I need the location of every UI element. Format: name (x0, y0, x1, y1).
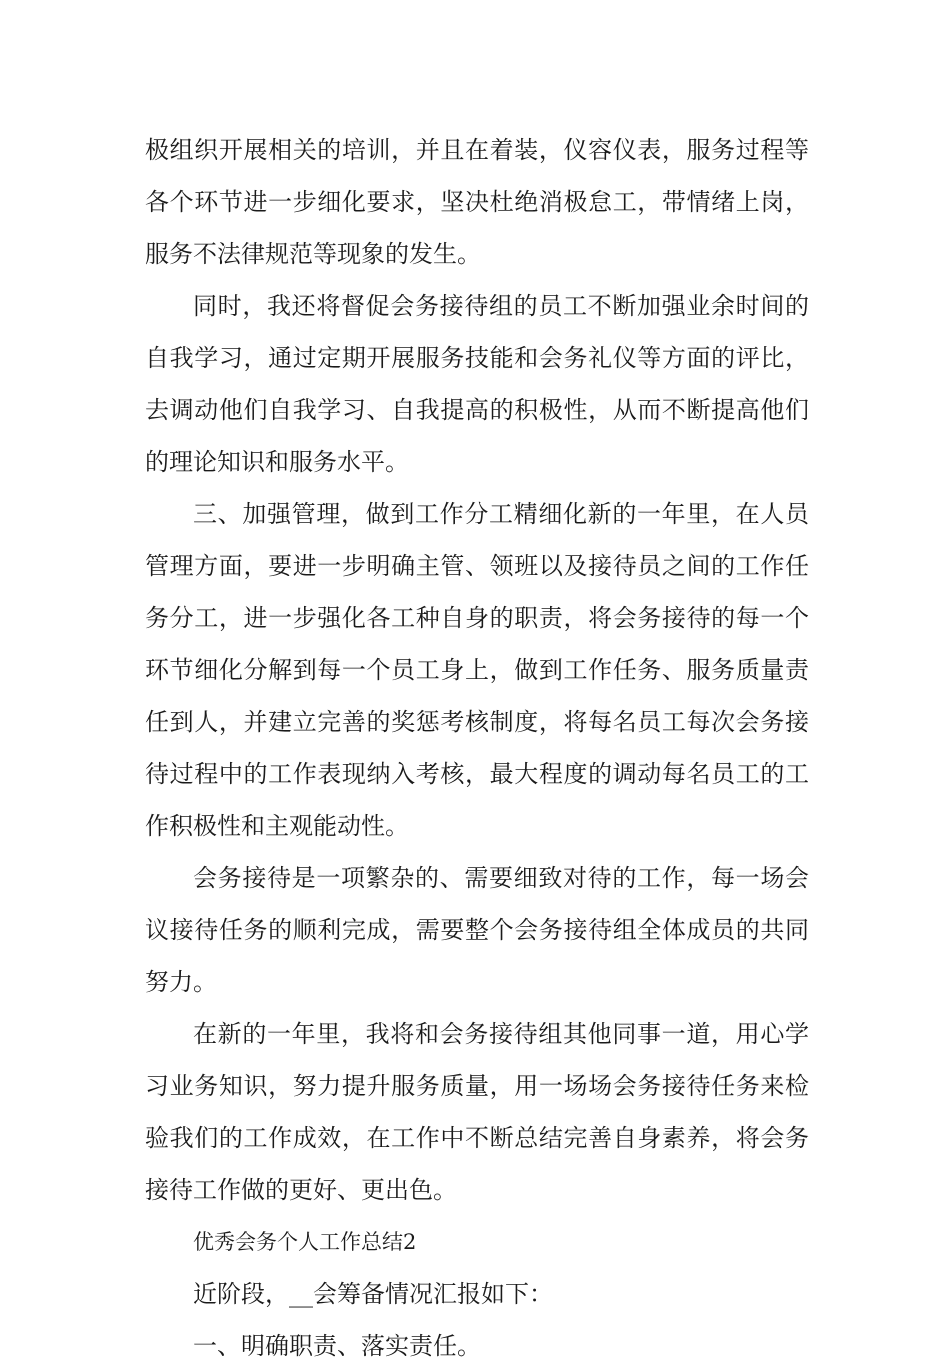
paragraph-new-year: 在新的一年里，我将和会务接待组其他同事一道，用心学习业务知识，努力提升服务质量，用一场场会务接待任务来检验我们的工作成效，在工作中不断总结完善自身素养，将会务接待工作做的更好、更出色。 (145, 1020, 809, 1204)
intro-line: 近阶段，__会筹备情况汇报如下： (193, 1280, 553, 1308)
document-body (145, 124, 809, 1372)
paragraph-self-study: 同时，我还将督促会务接待组的员工不断加强业余时间的自我学习，通过定期开展服务技能和会务礼仪等方面的评比，去调动他们自我学习、自我提高的积极性，从而不断提高他们的理论知识和服务水平。 (145, 292, 809, 476)
paragraph-training: 极组织开展相关的培训，并且在着装，仪容仪表，服务过程等各个环节进一步细化要求，坚决杜绝消极怠工，带情绪上岗，服务不法律规范等现象的发生。 (145, 136, 809, 268)
section-heading: 优秀会务个人工作总结2 (193, 1230, 417, 1254)
list-heading: 一、明确职责、落实责任。 (193, 1332, 481, 1360)
paragraph-teamwork: 会务接待是一项繁杂的、需要细致对待的工作，每一场会议接待任务的顺利完成，需要整个会务接待组全体成员的共同努力。 (145, 864, 809, 996)
paragraph-management: 三、加强管理，做到工作分工精细化新的一年里，在人员管理方面，要进一步明确主管、领班以及接待员之间的工作任务分工，进一步强化各工种自身的职责，将会务接待的每一个环节细化分解到每一个员工身上，做到工作任务、服务质量责任到人，并建立完善的奖惩考核制度，将每名员工每次会务接待过程中的工作表现纳入考核，最大程度的调动每名员工的工作积极性和主观能动性。 (145, 500, 809, 840)
